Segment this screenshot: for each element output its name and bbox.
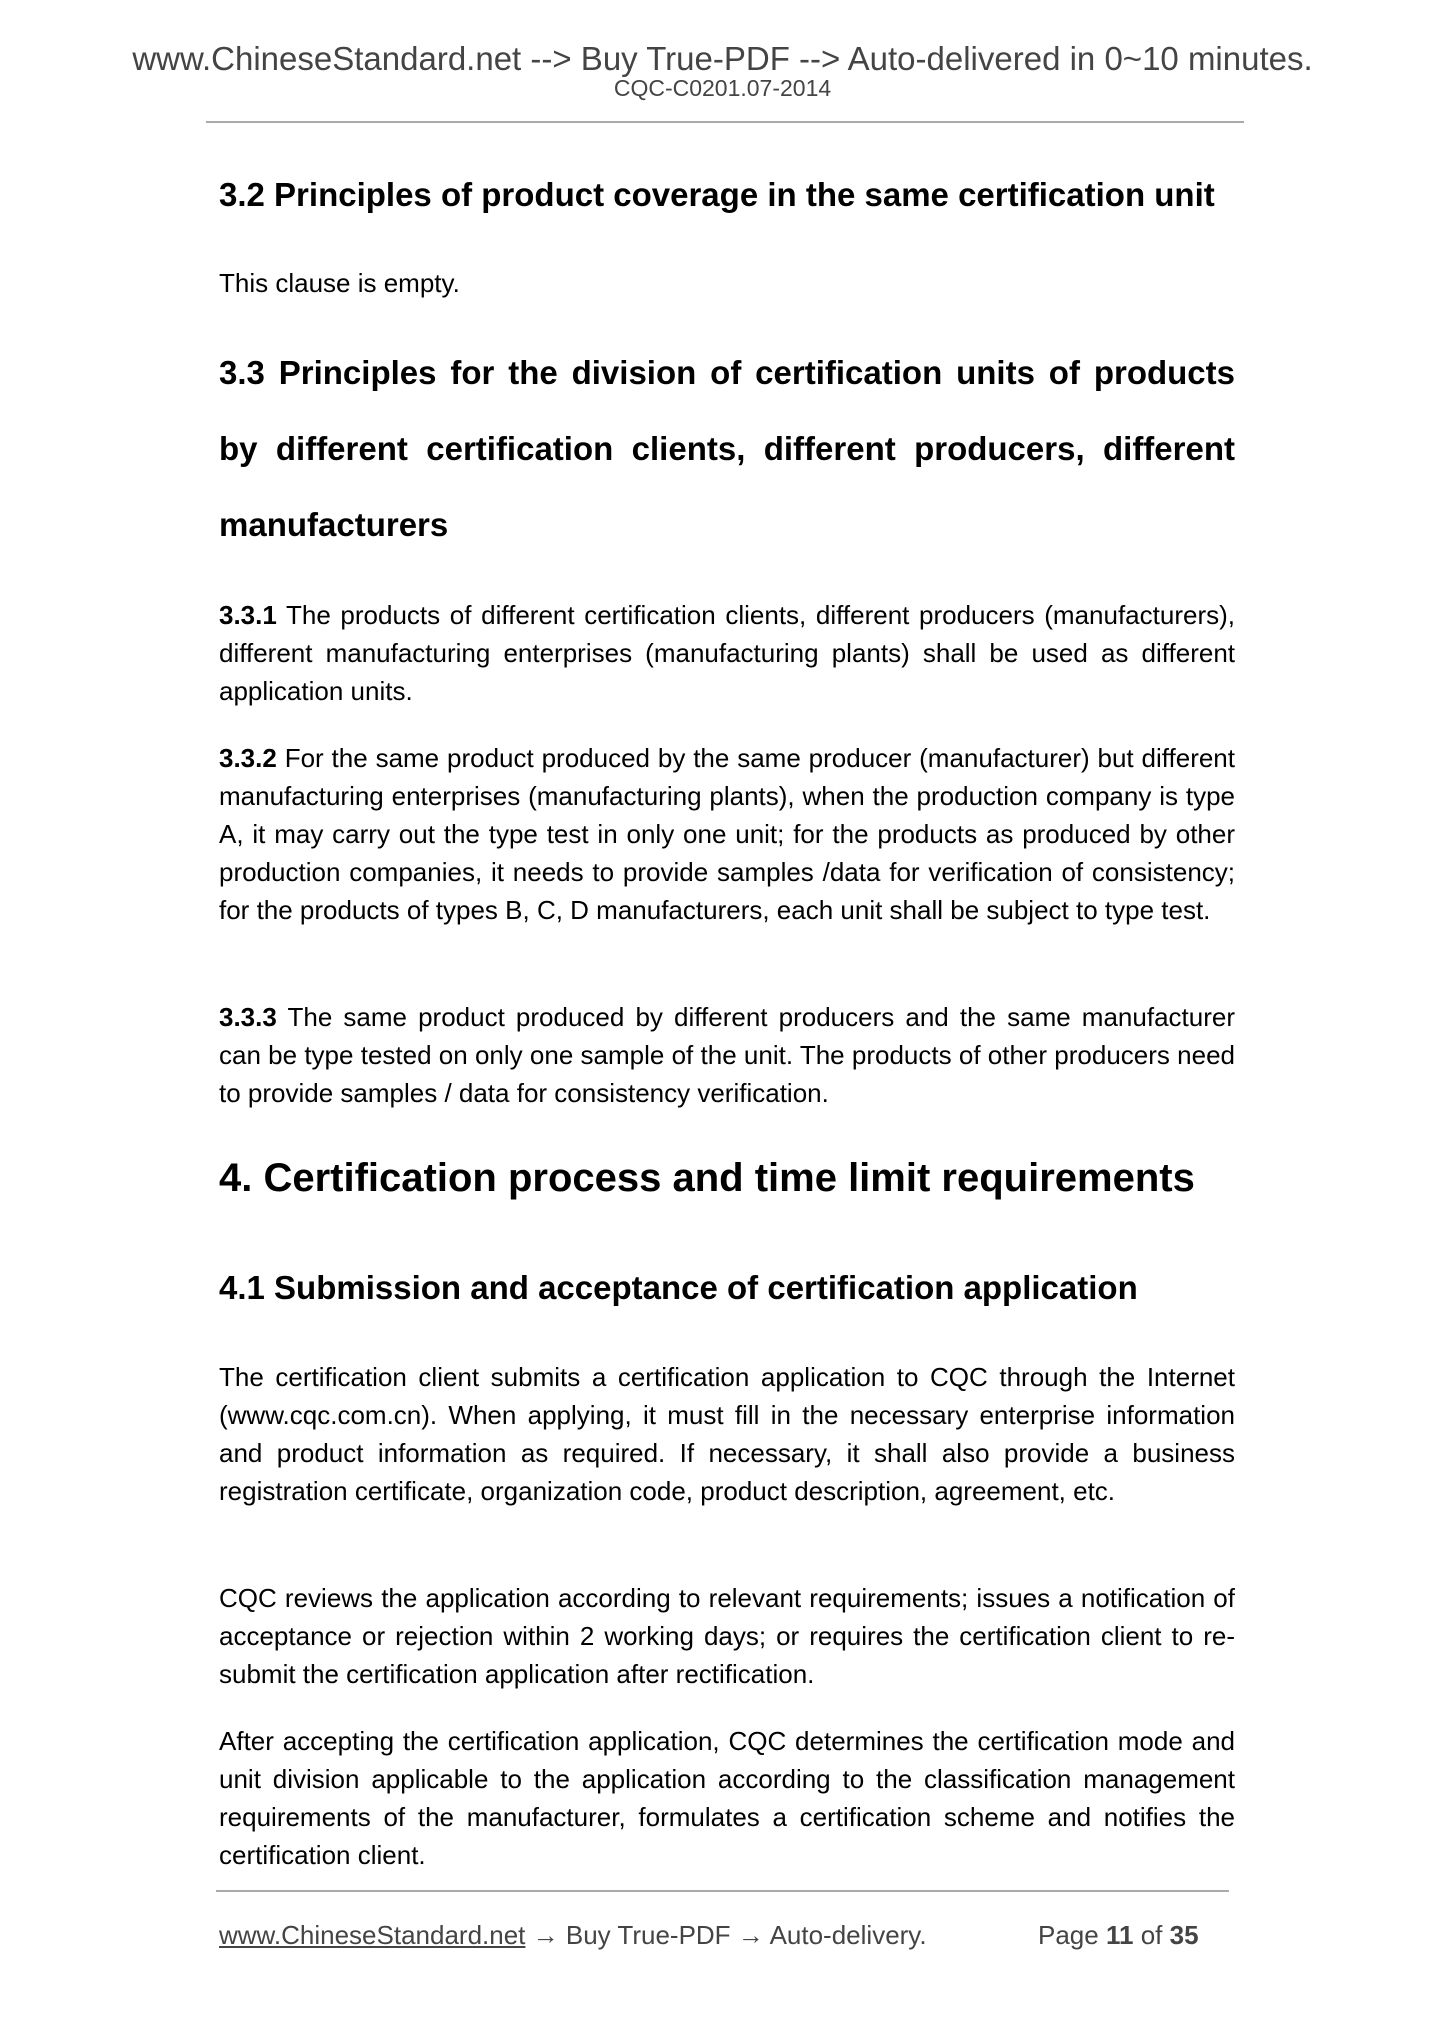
clause-number: 3.3.1: [219, 600, 277, 630]
section-4-1-title: 4.1 Submission and acceptance of certification application: [219, 1269, 1138, 1306]
footer-link[interactable]: www.ChineseStandard.net: [219, 1920, 526, 1950]
section-3-3-title: 3.3 Principles for the division of certification units of products by different certification clients, different producers, different manufacturers: [219, 354, 1235, 543]
header-banner: www.ChineseStandard.net --> Buy True-PDF --> Auto-delivered in 0~10 minutes.: [132, 40, 1313, 77]
clause-3-3-1: [219, 596, 1235, 710]
clause-text: The products of different certification clients, different producers (manufacturers), different manufacturing enterprises (manufacturing plants) shall be used as different application units.: [219, 600, 1235, 706]
page-number: 11: [1105, 1920, 1134, 1950]
footer-promo: [219, 1920, 927, 1951]
of-label: of: [1140, 1920, 1163, 1950]
page-label: Page: [1038, 1920, 1099, 1950]
section-4-1-para-1: The certification client submits a certification application to CQC through the Internet (www.cqc.com.cn). When applying, it must fill in the necessary enterprise information and product information as required. If necessary, it shall also provide a business registration certificate, organization code, product description, agreement, etc.: [219, 1362, 1235, 1506]
header-divider: [206, 121, 1244, 123]
section-4-1-para-2: CQC reviews the application according to relevant requirements; issues a notification of acceptance or rejection within 2 working days; or requires the certification client to re-submit the certification application after rectification.: [219, 1583, 1235, 1689]
section-3-2-title: 3.2 Principles of product coverage in the same certification unit: [219, 176, 1215, 213]
clause-number: 3.3.2: [219, 743, 277, 773]
clause-3-3-2: [219, 739, 1235, 929]
section-4-title: 4. Certification process and time limit requirements: [219, 1156, 1195, 1200]
section-4-1-para-3: After accepting the certification application, CQC determines the certification mode and unit division applicable to the application according to the classification management requirements of the manufacturer, formulates a certification scheme and notifies the certification client.: [219, 1726, 1235, 1870]
page-total: 35: [1169, 1920, 1199, 1950]
clause-text: For the same product produced by the same producer (manufacturer) but different manufacturing enterprises (manufacturing plants), when the production company is type A, it may carry out the type test in only one unit; for the products as produced by other production companies, it needs to provide samples /data for verification of consistency; for the products of types B, C, D manufacturers, each unit shall be subject to type test.: [219, 743, 1235, 925]
section-3-2-body: This clause is empty.: [219, 268, 460, 298]
clause-text: The same product produced by different producers and the same manufacturer can be type tested on only one sample of the unit. The products of other producers need to provide samples / data for consistency verification.: [219, 1002, 1235, 1108]
document-id: CQC-C0201.07-2014: [613, 75, 832, 101]
footer-text: → Buy True-PDF → Auto-delivery.: [525, 1920, 927, 1950]
page-indicator: [1038, 1920, 1199, 1951]
clause-number: 3.3.3: [219, 1002, 277, 1032]
clause-3-3-3: [219, 998, 1235, 1112]
footer-divider: [216, 1890, 1229, 1892]
